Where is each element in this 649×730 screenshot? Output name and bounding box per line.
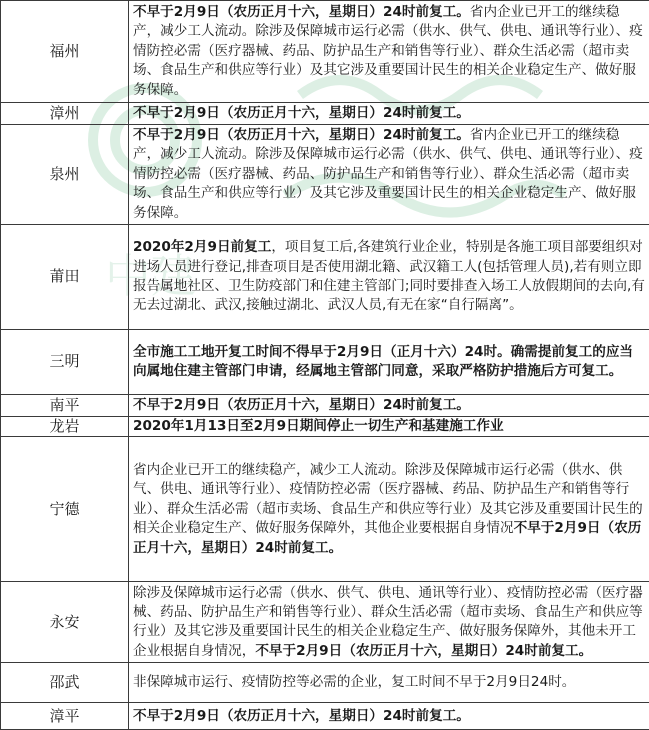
policy-text-bold: 不早于2月9日（农历正月十六，星期日）24时前复工。 — [133, 708, 470, 724]
table-row — [1, 125, 649, 225]
policy-text-bold: 2020年2月9日前复工 — [133, 239, 271, 255]
policy-text-bold: 2020年1月13日至2月9日期间停止一切生产和基建施工作业 — [133, 418, 504, 434]
policy-cell — [129, 125, 649, 225]
city-cell: 福州 — [1, 1, 129, 103]
table-row — [1, 395, 649, 417]
policy-cell — [129, 1, 649, 103]
policy-cell — [129, 330, 649, 395]
table-row — [1, 103, 649, 125]
policy-text: 除涉及保障城市运行必需（供水、供气、供电、通讯等行业）、疫情防控必需（医疗器械、药品、防护品生产和销售等行业）、群众生活必需（超市卖场、食品生产和供应等行业）及其它涉及重要国计民生的相关企业稳定生产、做好服务保障外，其他未开工企业根据自身情况， — [133, 585, 643, 659]
table-row — [1, 437, 649, 582]
policy-text-bold: 全市施工工地开复工时间不得早于2月9日（正月十六）24时。确需提前复工的应当向属地住建主管部门申请，经属地主管部门同意，采取严格防护措施后方可复工。 — [133, 344, 633, 379]
table-row — [1, 330, 649, 395]
city-cell: 漳平 — [1, 703, 129, 730]
city-cell: 三明 — [1, 330, 129, 395]
policy-text-bold: 不早于2月9日（农历正月十六，星期日）24时前复工。 — [133, 4, 470, 20]
city-cell: 永安 — [1, 582, 129, 663]
table-row — [1, 582, 649, 663]
policy-cell — [129, 225, 649, 330]
policy-text: 省内企业已开工的继续稳产，减少工人流动。除涉及保障城市运行必需（供水、供气、供电、通讯等行业）、疫情防控必需（医疗器械、药品、防护品生产和销售等行业）、群众生活必需（超市卖场、食品生产和供应等行业）及其它涉及重要国计民生的相关企业稳定生产、做好服务保障外，其他企业要根据自身情况 — [133, 462, 643, 536]
city-cell: 南平 — [1, 395, 129, 417]
policy-text: 省内企业已开工的继续稳产，减少工人流动。除涉及保障城市运行必需（供水、供气、供电、通讯等行业）、疫情防控必需（医疗器械、药品、防护品生产和销售等行业）、群众生活必需（超市卖场、食品生产和供应等行业）及其它涉及重要国计民生的相关企业稳定生产、做好服务保障。 — [133, 127, 643, 221]
city-cell: 泉州 — [1, 125, 129, 225]
policy-text: 省内企业已开工的继续稳产，减少工人流动。除涉及保障城市运行必需（供水、供气、供电、通讯等行业）、疫情防控必需（医疗器械、药品、防护品生产和销售等行业）、群众生活必需（超市卖场、食品生产和供应等行业）及其它涉及重要国计民生的相关企业稳定生产、做好服务保障。 — [133, 4, 643, 98]
policy-text-bold: 不早于2月9日（农历正月十六，星期日）24时前复工。 — [133, 105, 470, 121]
policy-text: ，项目复工后,各建筑行业企业，特别是各施工项目部要组织对进场人员进行登记,排查项目是否使用湖北籍、武汉籍工人(包括管理人员),若有则立即报告属地社区、卫生防疫部门和住建主管部门;同时要排查入场工人放假期间的去向,有无去过湖北、武汉,接触过湖北、武汉人员,有无在家“自行隔离”。 — [133, 239, 645, 313]
city-cell: 邵武 — [1, 663, 129, 703]
policy-cell — [129, 395, 649, 417]
policy-cell — [129, 663, 649, 703]
city-cell: 莆田 — [1, 225, 129, 330]
city-cell: 宁德 — [1, 437, 129, 582]
policy-text: 非保障城市运行、疫情防控等必需的企业，复工时间不早于2月9日24时。 — [133, 674, 575, 690]
policy-text-bold: 不早于2月9日（农历正月十六，星期日）24时前复工。 — [255, 643, 592, 659]
table-row — [1, 1, 649, 103]
city-cell: 龙岩 — [1, 417, 129, 437]
policy-cell — [129, 417, 649, 437]
table-row — [1, 663, 649, 703]
policy-cell — [129, 437, 649, 582]
policy-cell — [129, 103, 649, 125]
table-row — [1, 225, 649, 330]
policy-cell — [129, 703, 649, 730]
table-row — [1, 417, 649, 437]
table-row — [1, 703, 649, 730]
watermark-text: 中建 — [105, 249, 197, 303]
city-cell: 漳州 — [1, 103, 129, 125]
policy-cell — [129, 582, 649, 663]
table-body — [1, 1, 649, 730]
policy-text-bold: 不早于2月9日（农历正月十六，星期日）24时前复工。 — [133, 520, 641, 555]
policy-text-bold: 不早于2月9日（农历正月十六，星期日）24时前复工。 — [133, 127, 470, 143]
policy-text-bold: 不早于2月9日（农历正月十六，星期日）24时前复工。 — [133, 397, 470, 413]
